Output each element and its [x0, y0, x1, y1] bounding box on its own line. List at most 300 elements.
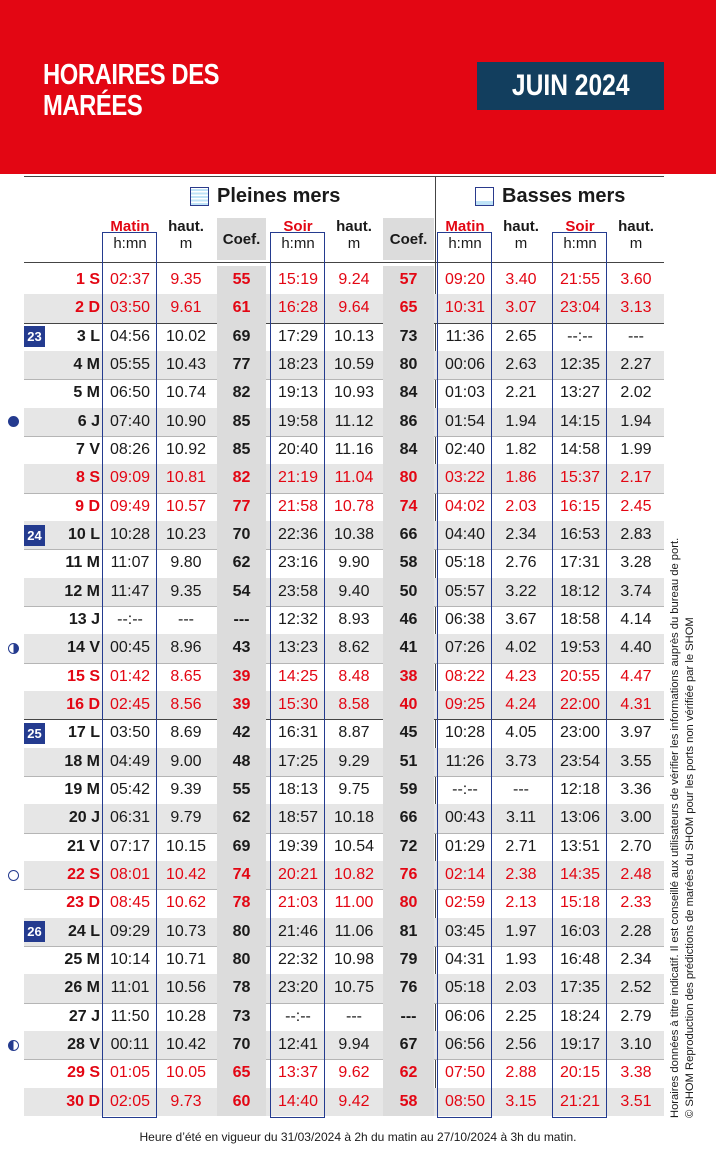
- high-evening-height: 10.18: [333, 809, 375, 827]
- high-evening-height: 8.87: [338, 724, 370, 742]
- low-evening-height: 3.36: [620, 780, 652, 798]
- high-evening-coef: 57: [399, 271, 418, 288]
- high-evening-coef: 80: [399, 894, 418, 912]
- high-evening-height: 9.75: [338, 780, 370, 798]
- footer-note: Heure d’été en vigueur du 31/03/2024 à 2h du matin au 27/10/2024 à 3h du matin.: [139, 1130, 577, 1144]
- high-morning-time: 05:55: [109, 355, 151, 373]
- low-morning-height: 3.07: [505, 299, 537, 317]
- low-evening-time: 14:35: [559, 865, 601, 883]
- high-morning-time: 04:49: [109, 752, 151, 770]
- high-morning-height: 10.73: [165, 922, 207, 940]
- high-evening-time: 23:58: [277, 582, 319, 600]
- high-evening-height: 11.00: [334, 894, 374, 912]
- low-morning-height: 2.56: [505, 1035, 537, 1053]
- low-morning-height: 1.82: [505, 440, 537, 458]
- high-evening-height: 10.59: [333, 355, 375, 373]
- high-morning-height: 9.80: [170, 554, 202, 572]
- day-label: 4 M: [73, 355, 100, 373]
- high-evening-time: 21:58: [277, 497, 319, 515]
- low-morning-height: 3.73: [505, 752, 537, 770]
- high-evening-coef: 58: [399, 1092, 418, 1110]
- high-evening-time: --:--: [285, 1007, 311, 1025]
- high-evening-time: 23:20: [277, 979, 319, 997]
- high-morning-time: 03:50: [109, 299, 151, 317]
- high-morning-coef: 73: [232, 1007, 251, 1025]
- month-badge: [477, 62, 664, 110]
- high-evening-coef: 59: [399, 780, 418, 798]
- low-evening-height: 2.27: [620, 355, 652, 373]
- table-row: [24, 606, 664, 634]
- high-morning-height: 10.15: [165, 837, 207, 855]
- col-head-high-soir-height: haut. m: [336, 218, 372, 252]
- high-morning-coef: 65: [232, 1064, 251, 1082]
- high-evening-time: 15:30: [277, 695, 319, 713]
- low-evening-height: 2.17: [620, 469, 652, 487]
- high-evening-time: 23:16: [277, 554, 319, 572]
- low-morning-time: 11:36: [445, 327, 485, 345]
- low-morning-height: 2.13: [505, 894, 537, 912]
- low-morning-time: 04:40: [444, 525, 486, 543]
- high-evening-coef: 41: [399, 639, 418, 657]
- high-evening-height: 8.62: [338, 639, 370, 657]
- week-number-badge: 25: [24, 723, 45, 744]
- high-morning-coef: ---: [233, 610, 250, 628]
- low-morning-time: 08:50: [444, 1092, 486, 1110]
- table-row: [24, 918, 664, 946]
- high-evening-height: 8.48: [338, 667, 370, 685]
- table-row: [24, 294, 664, 322]
- high-morning-time: 09:29: [109, 922, 151, 940]
- low-morning-height: 3.40: [505, 271, 537, 288]
- high-morning-time: 10:14: [109, 950, 151, 968]
- high-evening-height: 9.24: [338, 271, 370, 288]
- low-evening-height: 3.60: [620, 271, 652, 288]
- low-evening-time: 20:15: [559, 1064, 601, 1082]
- high-evening-time: 20:21: [277, 865, 319, 883]
- day-label: 23 D: [66, 894, 100, 912]
- high-morning-coef: 82: [232, 469, 251, 487]
- low-morning-time: 06:06: [444, 1007, 486, 1025]
- day-label: 22 S: [67, 865, 100, 883]
- low-morning-time: 01:54: [444, 412, 486, 430]
- low-morning-time: 09:25: [444, 695, 486, 713]
- high-evening-coef: 58: [399, 554, 418, 572]
- high-evening-height: 9.94: [338, 1035, 370, 1053]
- high-morning-height: 9.35: [170, 582, 202, 600]
- high-morning-height: 10.71: [165, 950, 207, 968]
- high-morning-height: 10.81: [165, 469, 207, 487]
- high-morning-height: 10.05: [165, 1064, 207, 1082]
- high-morning-time: 07:17: [109, 837, 151, 855]
- low-morning-height: 2.25: [505, 1007, 537, 1025]
- high-morning-height: 8.65: [170, 667, 202, 685]
- col-head-coef-soir: Coef.: [383, 218, 434, 260]
- high-evening-coef: 66: [399, 525, 418, 543]
- low-morning-time: 10:31: [444, 299, 486, 317]
- day-label: 1 S: [75, 271, 100, 288]
- high-evening-height: 9.64: [338, 299, 370, 317]
- table-row: [24, 408, 664, 436]
- day-label: 2 D: [75, 299, 100, 317]
- low-morning-height: 3.15: [505, 1092, 537, 1110]
- page-title: [43, 60, 219, 122]
- high-evening-height: 9.29: [338, 752, 370, 770]
- high-evening-height: 10.78: [333, 497, 375, 515]
- low-morning-time: --:--: [452, 780, 478, 798]
- day-label: 15 S: [67, 667, 100, 685]
- day-label: 9 D: [75, 497, 100, 515]
- high-morning-coef: 85: [232, 412, 251, 430]
- col-head-low-soir-height: haut. m: [618, 218, 654, 252]
- high-evening-coef: 46: [399, 610, 418, 628]
- table-row: [24, 719, 664, 747]
- high-evening-height: 9.90: [338, 554, 370, 572]
- high-morning-coef: 70: [232, 525, 251, 543]
- low-evening-height: 4.47: [620, 667, 652, 685]
- low-evening-time: 18:12: [559, 582, 601, 600]
- low-morning-height: 2.63: [505, 355, 537, 373]
- high-morning-height: 10.42: [165, 865, 207, 883]
- low-evening-time: 23:00: [559, 724, 601, 742]
- low-tide-label: Basses mers: [502, 184, 626, 207]
- high-morning-coef: 80: [232, 950, 251, 968]
- low-evening-height: 2.52: [620, 979, 652, 997]
- low-morning-time: 11:26: [445, 752, 485, 770]
- high-evening-time: 19:39: [277, 837, 319, 855]
- low-evening-time: 17:31: [559, 554, 601, 572]
- high-morning-coef: 77: [232, 497, 251, 515]
- low-evening-height: 3.00: [620, 809, 652, 827]
- top-rule: [24, 176, 664, 177]
- low-evening-height: 2.70: [620, 837, 652, 855]
- day-label: 27 J: [68, 1007, 100, 1025]
- low-morning-time: 01:29: [444, 837, 486, 855]
- high-evening-coef: 72: [399, 837, 418, 855]
- high-morning-height: 9.39: [170, 780, 202, 798]
- low-morning-height: 4.02: [505, 639, 537, 657]
- high-evening-time: 14:25: [277, 667, 319, 685]
- high-morning-time: 11:07: [110, 554, 150, 572]
- high-morning-height: 9.35: [170, 271, 202, 288]
- high-evening-time: 16:28: [277, 299, 319, 317]
- week-number-badge: 24: [24, 525, 45, 546]
- low-morning-time: 04:31: [444, 950, 486, 968]
- high-morning-time: 03:50: [109, 724, 151, 742]
- high-morning-time: 07:40: [109, 412, 151, 430]
- high-evening-time: 18:23: [277, 355, 319, 373]
- high-morning-coef: 80: [232, 922, 251, 940]
- high-evening-time: 13:23: [277, 639, 319, 657]
- side-note-line-1: Horaires données à titre indicatif. Il est conseillé aux utilisateurs de vérifier les informations auprès du bureau de port.: [669, 537, 681, 1118]
- title-line-2: MARÉES: [43, 90, 143, 122]
- high-evening-time: 17:29: [277, 327, 319, 345]
- low-tide-title: [475, 184, 625, 208]
- low-morning-time: 07:50: [444, 1064, 486, 1082]
- low-morning-time: 00:43: [444, 809, 486, 827]
- table-row: [24, 464, 664, 492]
- day-label: 7 V: [75, 440, 100, 458]
- table-row: [24, 493, 664, 521]
- high-evening-time: 21:19: [277, 469, 319, 487]
- high-morning-coef: 55: [232, 271, 251, 288]
- day-label: 26 M: [64, 979, 100, 997]
- high-morning-height: 10.28: [165, 1007, 207, 1025]
- high-morning-coef: 55: [232, 780, 251, 798]
- low-morning-height: 2.65: [505, 327, 537, 345]
- high-evening-time: 12:41: [277, 1035, 319, 1053]
- high-evening-time: 21:46: [277, 922, 319, 940]
- low-evening-time: 14:58: [559, 440, 601, 458]
- low-morning-time: 02:59: [444, 894, 486, 912]
- high-evening-time: 15:19: [277, 271, 319, 288]
- high-morning-height: 10.74: [165, 384, 207, 402]
- high-evening-coef: 79: [399, 950, 418, 968]
- high-morning-time: 00:11: [110, 1035, 150, 1053]
- col-head-high-matin-height: haut. m: [168, 218, 204, 252]
- col-head-coef-matin: Coef.: [217, 218, 266, 260]
- high-morning-time: 08:01: [109, 865, 151, 883]
- low-morning-height: 2.88: [505, 1064, 537, 1082]
- high-evening-height: 9.62: [338, 1064, 370, 1082]
- high-morning-coef: 85: [232, 440, 251, 458]
- low-evening-time: --:--: [567, 327, 593, 345]
- low-evening-height: 2.79: [620, 1007, 652, 1025]
- high-evening-height: 11.12: [334, 412, 374, 430]
- high-evening-height: 11.16: [334, 440, 374, 458]
- low-morning-height: 3.67: [505, 610, 537, 628]
- low-morning-time: 00:06: [444, 355, 486, 373]
- table-row: [24, 889, 664, 917]
- high-evening-height: 10.13: [333, 327, 375, 345]
- table-row: [24, 776, 664, 804]
- high-evening-coef: 50: [399, 582, 418, 600]
- table-row: [24, 691, 664, 719]
- tide-table: [24, 174, 664, 1118]
- high-morning-time: 06:31: [109, 809, 151, 827]
- high-morning-time: 09:49: [109, 497, 151, 515]
- day-label: 8 S: [75, 469, 100, 487]
- high-evening-coef: 76: [399, 865, 418, 883]
- high-evening-time: 18:13: [277, 780, 319, 798]
- high-evening-coef: 66: [399, 809, 418, 827]
- low-evening-height: 4.40: [620, 639, 652, 657]
- high-morning-time: 00:45: [109, 639, 151, 657]
- low-evening-height: 2.02: [620, 384, 652, 402]
- high-evening-time: 21:03: [277, 894, 319, 912]
- low-morning-height: 2.34: [505, 525, 537, 543]
- col-head-low-soir: Soir h:mn: [563, 218, 597, 252]
- high-morning-height: 10.90: [165, 412, 207, 430]
- day-label: 3 L: [76, 327, 100, 345]
- low-morning-time: 01:03: [444, 384, 486, 402]
- low-morning-time: 10:28: [444, 724, 486, 742]
- day-label: 13 J: [68, 610, 100, 628]
- high-morning-height: 8.69: [170, 724, 202, 742]
- low-morning-height: 2.21: [505, 384, 537, 402]
- high-evening-time: 13:37: [277, 1064, 319, 1082]
- high-evening-coef: 62: [399, 1064, 418, 1082]
- day-label: 12 M: [64, 582, 100, 600]
- high-morning-time: 01:42: [109, 667, 151, 685]
- low-evening-height: ---: [628, 327, 644, 345]
- day-label: 18 M: [64, 752, 100, 770]
- high-morning-coef: 69: [232, 327, 251, 345]
- high-morning-time: 01:05: [109, 1064, 151, 1082]
- low-morning-height: 1.93: [505, 950, 537, 968]
- low-morning-time: 05:57: [444, 582, 486, 600]
- table-row: [24, 974, 664, 1002]
- day-label: 11 M: [65, 554, 100, 572]
- low-evening-time: 18:58: [559, 610, 601, 628]
- high-morning-time: 08:26: [109, 440, 151, 458]
- low-evening-time: 15:18: [559, 894, 601, 912]
- high-evening-height: 8.58: [338, 695, 370, 713]
- high-evening-coef: 81: [399, 922, 418, 940]
- day-label: 20 J: [68, 809, 100, 827]
- low-evening-height: 1.94: [620, 412, 652, 430]
- high-morning-coef: 77: [232, 355, 251, 373]
- low-evening-height: 3.13: [620, 299, 652, 317]
- high-morning-coef: 54: [232, 582, 251, 600]
- table-row: [24, 833, 664, 861]
- low-evening-height: 3.97: [620, 724, 652, 742]
- high-evening-time: 16:31: [277, 724, 319, 742]
- low-evening-height: 2.83: [620, 525, 652, 543]
- low-evening-height: 2.48: [620, 865, 652, 883]
- high-morning-height: 10.92: [165, 440, 207, 458]
- low-evening-height: 3.10: [620, 1035, 652, 1053]
- low-morning-height: 1.94: [505, 412, 537, 430]
- high-morning-time: 06:50: [109, 384, 151, 402]
- high-morning-height: 9.73: [170, 1092, 202, 1110]
- high-evening-height: 10.93: [333, 384, 375, 402]
- high-evening-time: 12:32: [277, 610, 319, 628]
- table-row: [24, 861, 664, 889]
- high-morning-height: ---: [178, 610, 194, 628]
- high-morning-coef: 62: [232, 809, 251, 827]
- first-quarter-icon: [8, 643, 19, 654]
- high-morning-time: 02:05: [109, 1092, 151, 1110]
- day-label: 14 V: [67, 639, 100, 657]
- low-evening-height: 2.45: [620, 497, 652, 515]
- low-morning-time: 03:22: [444, 469, 486, 487]
- low-morning-height: 2.03: [505, 497, 537, 515]
- high-tide-title: [190, 184, 340, 208]
- low-morning-time: 06:38: [444, 610, 486, 628]
- low-morning-height: 4.05: [505, 724, 537, 742]
- high-evening-coef: 51: [399, 752, 418, 770]
- high-evening-coef: 73: [399, 327, 418, 345]
- high-evening-time: 20:40: [277, 440, 319, 458]
- high-morning-coef: 78: [232, 894, 251, 912]
- title-line-1: HORAIRES DES: [43, 59, 220, 91]
- table-row: [24, 634, 664, 662]
- high-evening-height: 9.42: [338, 1092, 370, 1110]
- low-morning-time: 07:26: [444, 639, 486, 657]
- high-evening-height: 10.54: [333, 837, 375, 855]
- table-row: [24, 663, 664, 691]
- table-row: [24, 1003, 664, 1031]
- high-evening-coef: 80: [399, 469, 418, 487]
- side-note: [668, 537, 716, 1118]
- high-tide-swatch-icon: [190, 187, 209, 206]
- low-morning-height: 4.24: [505, 695, 537, 713]
- high-evening-time: 17:25: [277, 752, 319, 770]
- week-number-badge: 26: [24, 921, 45, 942]
- low-morning-time: 08:22: [444, 667, 486, 685]
- low-morning-height: 4.23: [505, 667, 537, 685]
- high-morning-height: 10.02: [165, 327, 207, 345]
- high-morning-coef: 39: [232, 667, 251, 685]
- low-evening-time: 16:48: [559, 950, 601, 968]
- high-evening-height: ---: [346, 1007, 362, 1025]
- low-evening-time: 23:54: [559, 752, 601, 770]
- low-evening-time: 13:27: [559, 384, 601, 402]
- low-morning-height: ---: [513, 780, 529, 798]
- high-morning-height: 9.00: [170, 752, 202, 770]
- high-evening-coef: 84: [399, 384, 418, 402]
- high-morning-height: 8.96: [170, 639, 202, 657]
- table-row: [24, 436, 664, 464]
- low-evening-time: 13:06: [559, 809, 601, 827]
- day-label: 28 V: [67, 1035, 100, 1053]
- table-row: [24, 351, 664, 379]
- low-evening-time: 16:15: [559, 497, 601, 515]
- high-morning-coef: 60: [232, 1092, 251, 1110]
- col-head-high-matin: Matin h:mn: [110, 218, 150, 252]
- high-evening-coef: 86: [399, 412, 418, 430]
- high-morning-coef: 39: [232, 695, 251, 713]
- high-evening-coef: 40: [399, 695, 418, 713]
- side-note-line-2: © SHOM Reproduction des prédictions de marées du SHOM pour les ports non vérifiée par le SHOM: [684, 617, 696, 1118]
- last-quarter-icon: [8, 1040, 19, 1051]
- low-evening-height: 2.33: [620, 894, 652, 912]
- high-morning-time: 10:28: [109, 525, 151, 543]
- high-evening-coef: 67: [399, 1035, 418, 1053]
- high-evening-time: 18:57: [277, 809, 319, 827]
- low-evening-time: 19:17: [559, 1035, 601, 1053]
- low-morning-height: 2.03: [505, 979, 537, 997]
- high-evening-coef: 45: [399, 724, 418, 742]
- low-morning-time: 06:56: [444, 1035, 486, 1053]
- high-morning-height: 8.56: [170, 695, 202, 713]
- table-row: [24, 1031, 664, 1059]
- low-morning-time: 04:02: [444, 497, 486, 515]
- high-evening-time: 19:13: [277, 384, 319, 402]
- low-morning-time: 09:20: [444, 271, 486, 288]
- high-evening-time: 22:32: [277, 950, 319, 968]
- high-evening-height: 9.40: [338, 582, 370, 600]
- low-evening-height: 1.99: [620, 440, 652, 458]
- low-evening-time: 21:21: [559, 1092, 601, 1110]
- low-evening-time: 16:03: [559, 922, 601, 940]
- high-evening-time: 22:36: [277, 525, 319, 543]
- low-evening-height: 3.38: [620, 1064, 652, 1082]
- high-morning-height: 10.57: [165, 497, 207, 515]
- low-morning-height: 1.97: [505, 922, 537, 940]
- day-label: 25 M: [64, 950, 100, 968]
- high-evening-height: 10.38: [333, 525, 375, 543]
- low-morning-height: 2.71: [505, 837, 537, 855]
- high-evening-coef: 38: [399, 667, 418, 685]
- low-evening-time: 19:53: [559, 639, 601, 657]
- low-evening-time: 15:37: [559, 469, 601, 487]
- low-evening-time: 21:55: [559, 271, 601, 288]
- day-label: 5 M: [73, 384, 100, 402]
- full-moon-icon: [8, 870, 19, 881]
- high-morning-time: 02:45: [109, 695, 151, 713]
- high-morning-coef: 62: [232, 554, 251, 572]
